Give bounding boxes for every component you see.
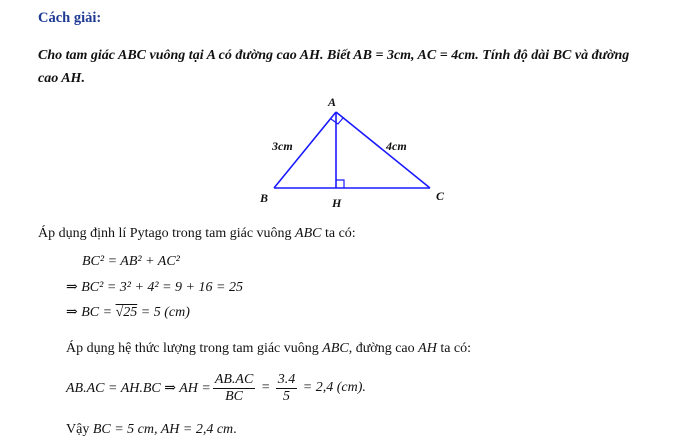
altitude-name: AH [418, 341, 437, 356]
text: Vậy [66, 422, 93, 437]
side-ac [336, 112, 430, 188]
label-c: C [436, 189, 445, 203]
label-ac-length: 4cm [386, 139, 407, 153]
denominator: 5 [283, 388, 291, 404]
solution-heading: Cách giải: [38, 10, 102, 26]
text: . [233, 422, 237, 437]
text: ⇒ BC = [66, 305, 116, 320]
triangle-name: ABC [322, 341, 349, 356]
problem-text: cao [38, 71, 62, 86]
fraction-12-over-5 [276, 372, 298, 405]
equation-1: BC² = AB² + AC² [82, 254, 180, 269]
equation-3 [66, 304, 190, 321]
conclusion-value: BC = 5 cm, AH = 2,4 cm [92, 422, 234, 437]
triangle-name: ABC [118, 48, 147, 63]
fraction-ab-ac-over-bc [213, 372, 256, 405]
numerator: AB.AC [214, 371, 254, 387]
problem-text: có đường cao [215, 48, 300, 63]
problem-text: Cho tam giác [38, 48, 118, 63]
equation-2: ⇒ BC² = 3² + 4² = 9 + 16 = 25 [66, 280, 243, 295]
conclusion [66, 422, 237, 438]
given-lengths: AB = 3cm, AC = 4cm [353, 48, 476, 63]
problem-text: và đường [571, 48, 630, 63]
right-angle-mark-a [331, 118, 343, 124]
equation-4 [66, 368, 366, 408]
text: ta có: [321, 226, 356, 241]
sqrt-25: √25 [115, 305, 138, 320]
triangle-figure [250, 88, 470, 213]
label-b: B [260, 191, 269, 205]
problem-text: . Biết [319, 48, 354, 63]
label-h: H [332, 196, 342, 210]
triangle-name: ABC [295, 226, 322, 241]
label-ab-length: 3cm [272, 139, 293, 153]
text: Áp dụng hệ thức lượng trong tam giác vuông [66, 341, 323, 356]
problem-text: . [81, 71, 85, 86]
text: AB.AC = AH.BC ⇒ AH = [66, 380, 211, 396]
he-thuc-intro [66, 341, 471, 357]
denominator: BC [225, 388, 244, 404]
problem-text: . Tính độ dài [475, 48, 553, 63]
vertex-a: A [206, 48, 216, 63]
side-bc: BC [552, 48, 572, 63]
text: Áp dụng định lí Pytago trong tam giác vuông [38, 226, 296, 241]
altitude-name: AH [299, 48, 320, 63]
label-a: A [328, 95, 337, 109]
pytago-intro [38, 226, 356, 242]
text: = [257, 380, 274, 395]
problem-statement [38, 44, 678, 90]
right-angle-mark-h [336, 180, 344, 188]
altitude-name: AH [61, 71, 82, 86]
problem-text: vuông tại [146, 48, 207, 63]
text: = 5 (cm) [137, 305, 190, 320]
text: ta có: [436, 341, 472, 356]
text: = 2,4 (cm). [299, 380, 366, 395]
numerator: 3.4 [277, 371, 296, 387]
text: , đường cao [348, 341, 419, 356]
